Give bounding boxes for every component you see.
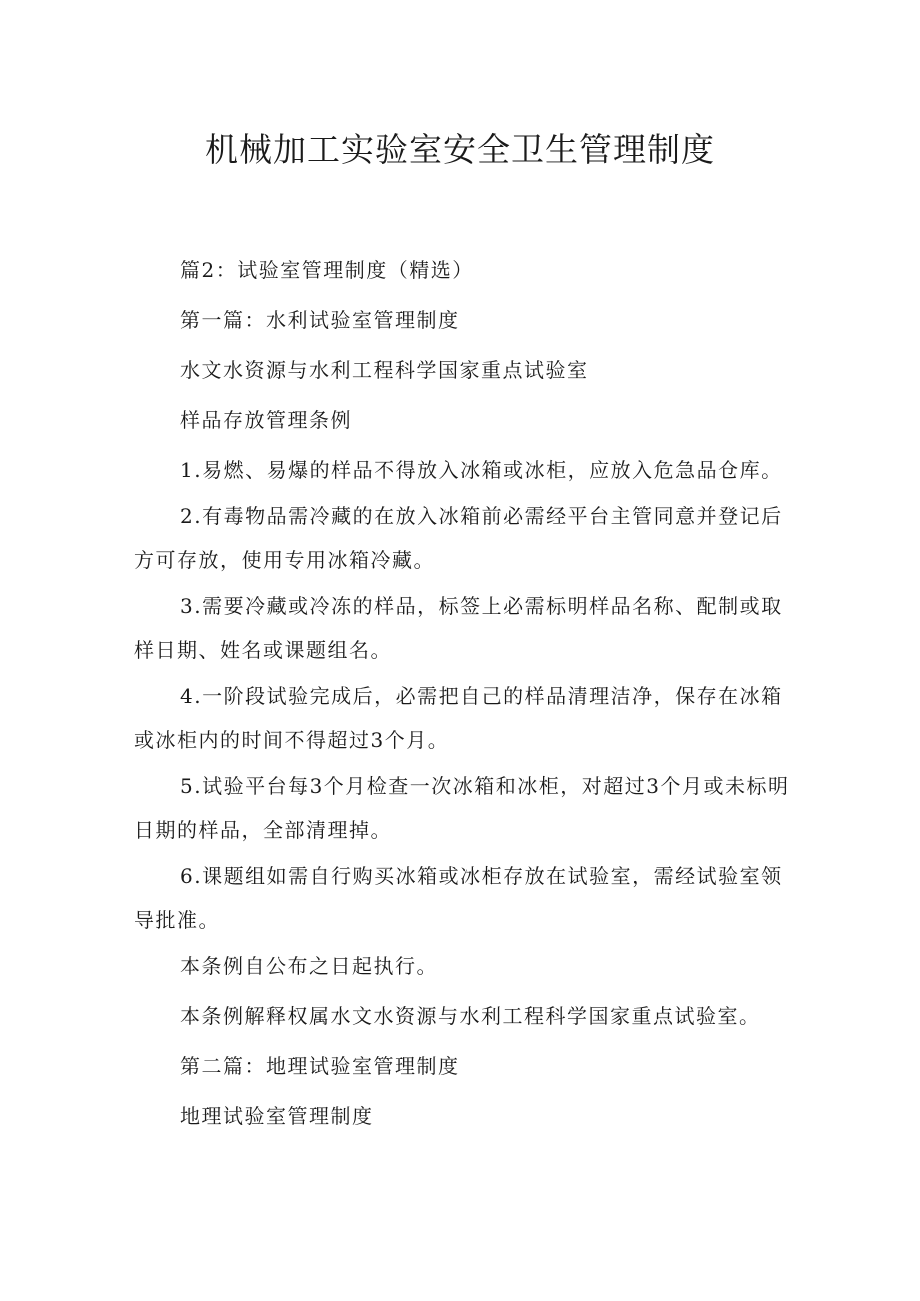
paragraph-interpretation: 本条例解释权属水文水资源与水利工程科学国家重点试验室。 bbox=[180, 1004, 761, 1028]
document-body bbox=[134, 248, 790, 1144]
paragraph-section-heading: 第一篇：水利试验室管理制度 bbox=[180, 308, 460, 332]
paragraph-section-heading-2: 第二篇：地理试验室管理制度 bbox=[180, 1054, 460, 1078]
document-title: 机械加工实验室安全卫生管理制度 bbox=[205, 130, 715, 169]
paragraph-rule-4: 4.一阶段试验完成后，必需把自己的样品清理洁净，保存在冰箱或冰柜内的时间不得超过3个月。 bbox=[134, 684, 783, 752]
paragraph-rule-2: 2.有毒物品需冷藏的在放入冰箱前必需经平台主管同意并登记后方可存放，使用专用冰箱冷藏。 bbox=[134, 504, 783, 572]
paragraph-rule-6: 6.课题组如需自行购买冰箱或冰柜存放在试验室，需经试验室领导批准。 bbox=[134, 864, 783, 932]
paragraph-rule-3: 3.需要冷藏或冷冻的样品，标签上必需标明样品名称、配制或取样日期、姓名或课题组名。 bbox=[134, 594, 783, 662]
paragraph-rule-5: 5.试验平台每3个月检查一次冰箱和冰柜，对超过3个月或未标明日期的样品，全部清理掉。 bbox=[134, 774, 790, 842]
paragraph-effective-date: 本条例自公布之日起执行。 bbox=[180, 954, 438, 978]
paragraph-chapter-heading: 篇2：试验室管理制度（精选） bbox=[180, 258, 474, 282]
paragraph-lab-name: 水文水资源与水利工程科学国家重点试验室 bbox=[180, 358, 589, 382]
paragraph-subsection-title: 地理试验室管理制度 bbox=[180, 1104, 374, 1128]
paragraph-rule-1: 1.易燃、易爆的样品不得放入冰箱或冰柜，应放入危急品仓库。 bbox=[180, 458, 783, 482]
paragraph-regulation-title: 样品存放管理条例 bbox=[180, 408, 352, 432]
